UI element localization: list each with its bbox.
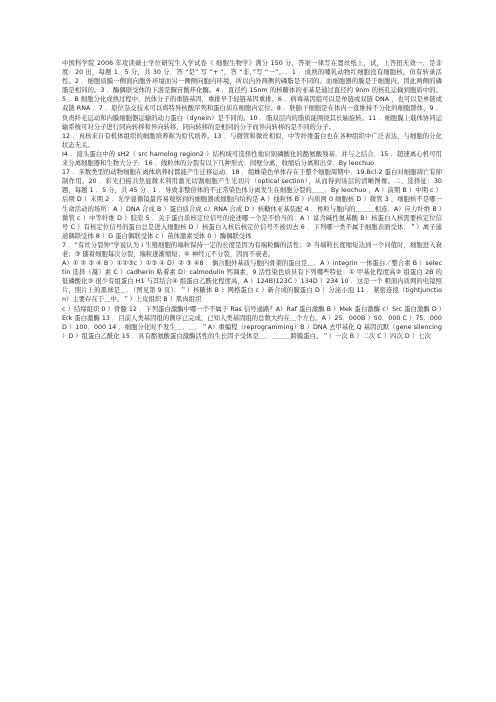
- paragraph-intro-true-false: 中国科学院 2006 年攻读硕士学位研究生入学试卷《 细胞生物学》满分 150 分，答案一律写在置丝纸上，试，上答扭无效一、是非度：20 田，每题 1．5 分，共 30 分．答 “是” 写 “+ ”，答 “非，”写 “一”。．．1 ．成熟的哺乳动物红细胞没有细胞核，但有转录活性。2 ．细胞质膜一侧面向胞外环境而另一侧侧向胞内环境，所以内外两侧的磷脂是不同的。而细胞器的膜是于细胞内，因此两侧的磷脂是相同的。3 ．酶偶联受体的下游是脲苷酸环化酶。4 ．直径约 15nm 的核糖体的亚基是通过直径约 9nm 的核孔运输到胞质中的。5 ．B 细胞分化成熟过程中，抗体分子的重链基因，重排早于轻链基因重排。6 ．病毒基因组可以是单链或双链 DNA ，也可以是单链或双链 RNA ．7 ．原位杂交技术可以将特异核酸序列和蛋白质在细胞内定位。8 ．胚胎干细胞是在体内一直维持不分化的细胞群体，9 ．负责纤毛运动和内膜细胞器运输的动力蛋白（dynein）是不同的。10 ．脂双层内的脂质能围绕其长轴旋转。11 ．细胞膜上载体协同运输系统可对分子进行同向转移和异向转移，同向转移的是相同的分子而异向转移的是不同的分子。: [62, 60, 442, 131]
- paragraph-q17-choice-1-6: 17 ．多数类型的动物细胞在离体培养时都能产生迁移运动．18 ．组蛛染色单体存在于整个细胞周期中．19.Bcl-2 蛋白对细胞凋亡有抑制作用。20 ．彩光扫描共焦显微术利用激光切割细胞产生光切片（optical section），从而得到该层的清晰图像。二、选择征：30 题，每题 1 ．5 分，共 45 分．1 ．导致非整倍体的不正常染色体分离发生在细胞分裂的＿＿．By leochuo ，A ）前期 B ）中期 c ）后期 D ）末期 2 ．光学显微镜最容易观察到的细胞器或细胞内给构是 A ）线粒体 B ）内质网 0 细胞核 D ）微管 3 ，细胞核不是哪一生命活动的场所：A ）DNA 合成 B ）蛋白质合成 c）RNA 合成 D ）核糖体亚基装配 4 ．桥粒与胞内的＿＿＿相连．A）应力纤维 B ）微管 c ）中等纤维 D ）胶原 5 ．关于蛋白质核定位信号的论述哪一个是不恰当的：A ）富含碱性氨基酸 B）核蛋白入核需要核定位信号 C ）有核定位信号的蛋白总是进入细胞核 D ）核蛋白入核后核定位信号不被切去 6 ．下列哪一类不属于细胞表面受体．＂）离子通道偶联受体 8 ）G 蛋白偶联受体 c ）苗体激素受体 0 ）酶偶联受体: [62, 169, 442, 240]
- exam-text-body: [62, 59, 442, 341]
- paragraph-q12-13: 12 ．真核来自有机体组织的细胞培养称为原代培养。13 ．与微管和微丝相似，中等纤维蛋白也在各种组织中广泛表达，与细胞的分化状态无关。: [62, 132, 442, 149]
- paragraph-q14-16: I4 ．接头蛋白中的 sH2（ src hamolog region2 ）结构域可选择性地识别磷酸化的酪氨酸残基．并与之结合．15 ．超速离心机可用来分离细胞器和生物大分子．16 ．线粒体的分裂有以下几种形式：间壁分离，收缩后分离和出芽．By leochuo: [62, 150, 442, 168]
- paragraph-choice-7: 7 ．“有丝分裂钟”学说认为 i 生殖细胞的端粒保持一定的长度是因为有端粒酶的活性；② 当端粒长度缩短达到一个问值时，细胞进入衰老；③ 随着细胞每次分裂，端粒逐渐缩短；④ 神经元不分裂，因而不衰老。: [62, 241, 442, 258]
- paragraph-choice-11-15: c ）结缔组织 0 ）骨髓 12 ．下列蛋白激酶中哪一个不属于 Ras 信号通路？A）Raf 蛋白激酶 B ）Mek 蛋白激酶 c）Src 蛋白激酶 D ）Erk 蛋白激酶 13 ．目前人类基因组的侧序已完成，已知人类基因组的总数大约在＿个左右。A ）25．000B ）50．000 C ）75．000D ）100．000 14 ．细胞分化时不发生＿．＿．＂A）重编程（reprogramming）B ）DNA 去甲基化 Q 基因沉默（gene silencing ）D ）组蛋白乙酰化 15 ．具有酪氨酸蛋白激酶活性的生长因子受体是＿．＿＿＿跨膜蛋白。＂）一次 B ）二次 C ）四次 D ）七次: [62, 305, 442, 340]
- paragraph-choice-7-11-options: A）① ② ③ ④ B ）①②③c ）①③ ④ D）② ③ ④8 ．偶合胞外基质与胞内骨架的蛋白是＿．A ）integrin 一体蛋白／整合素 B ）selectin 选择（凝）素 C ）cadherin 粘着素 D）calmodulin 钙调素，9 活性染色质具有下列哪些特征：① 甲基化程度高② 组蛋白 2B 的低磷酸化③ 很少有组蛋白 H1 与其结合④ 组蛋白乙酰化程度高，A ）124B)123C ）134D ）234 10 ．这是一个 粗面内质网的电镜照片，照片上的黑球是＿．（图见第 9 页）．＂）核糖体 B ）网格蛋白 c ）新合成的膜蛋白 D ）分泌小泡 11 ．紧密连接（tightjunction）主要存在于＿中。＂）上皮组织 B ）肌肉组织: [62, 260, 442, 304]
